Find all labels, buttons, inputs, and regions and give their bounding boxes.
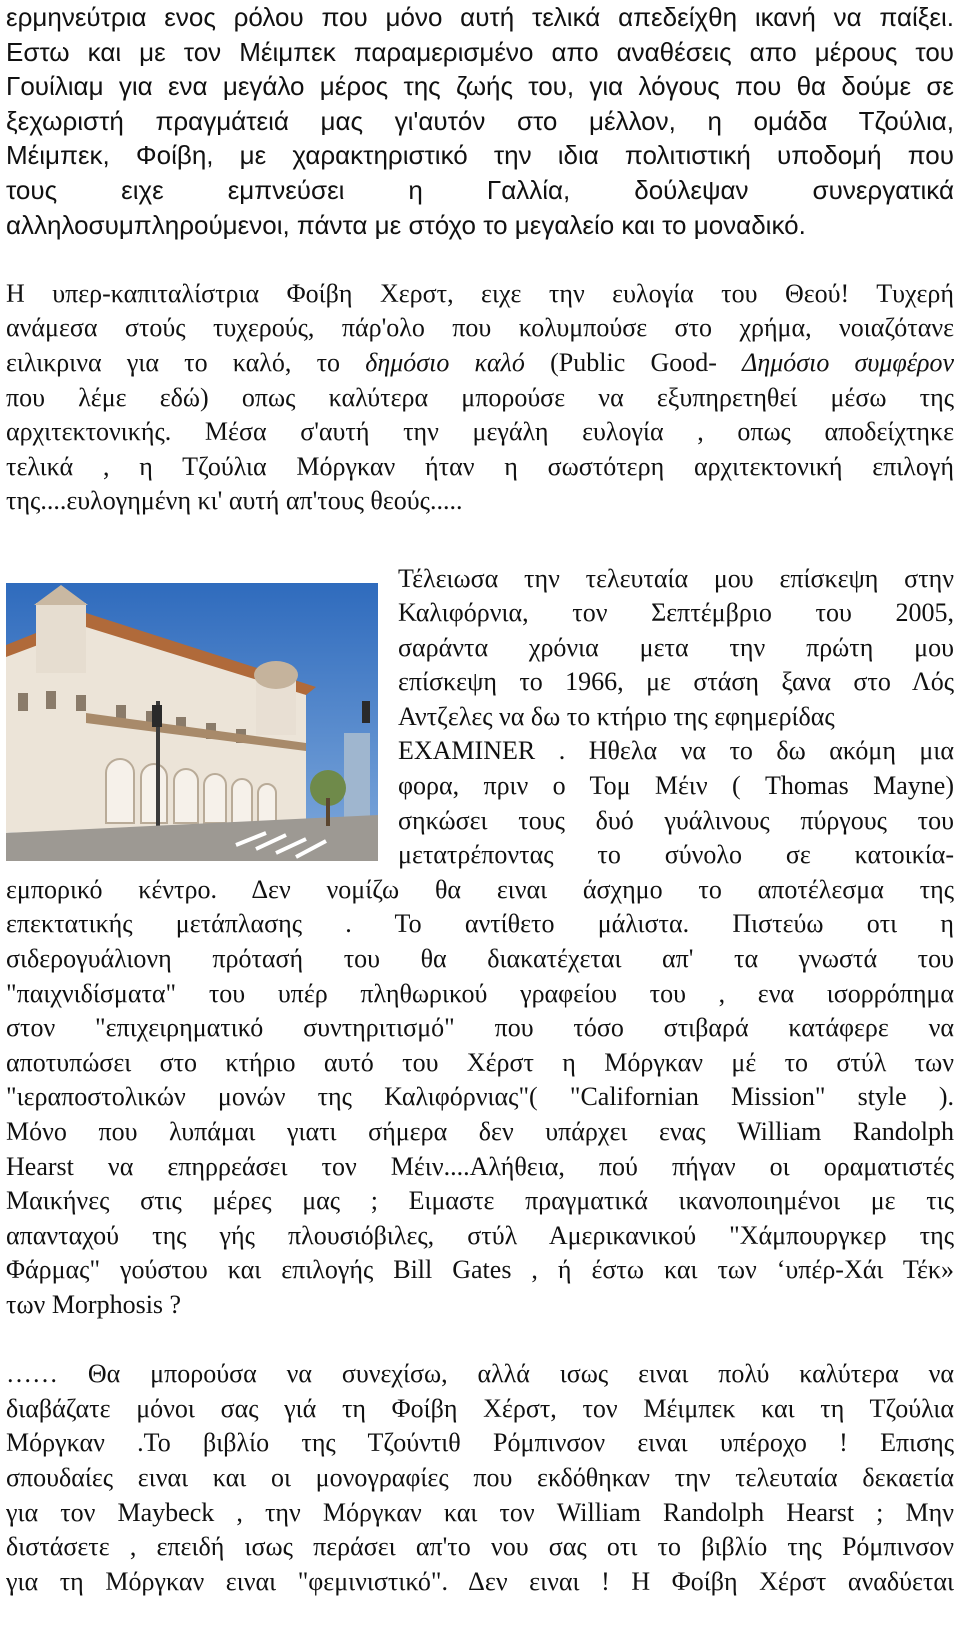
text-line: Αντζελες να δω το κτήριο της εφημερίδας — [398, 701, 835, 731]
text-line: σηκώσει τους δυό γυάλινους πύργους του — [398, 805, 954, 835]
text-line: Καλιφόρνια, τον Σεπτέμβριο του 2005, — [398, 598, 954, 628]
document-page — [6, 0, 954, 1599]
text-line: Μόνο που λυπάμαι γιατι σήμερα δεν υπάρχει ενας William Randolph — [6, 1117, 954, 1146]
text-line: Γουίλιαμ για ενα μεγάλο μέρος της ζωής του, για λόγους που θα δούμε σε — [6, 71, 954, 102]
text-line: Η υπερ-καπιταλίστρια Φοίβη Χερστ, ειχε την ευλογία του Θεού! Τυχερή — [6, 278, 954, 308]
text-line: Τέλειωσα την τελευταία μου επίσκεψη στην — [398, 563, 954, 593]
text-line: της....ευλογημένη κι' αυτή απ'τους θεούς..... — [6, 486, 463, 516]
distant-tower — [344, 733, 370, 828]
text-line: Hearst να επηρρεάσει τον Μέιν....Αλήθεια, πού πήγαν οι οραματιστές — [6, 1151, 954, 1181]
italic-term: Δημόσιο συμφέρον — [742, 347, 954, 377]
text-line: επίσκεψη το 1966, με στάση ξανα στο Λός — [398, 667, 954, 697]
text-line: σπουδαίες ειναι και οι μονογραφίες που εκδόθηκαν την τελευταία δεκαετία — [6, 1462, 954, 1492]
text-line: για τον Maybeck , την Μόργκαν και τον William Randolph Hearst ; Μην — [6, 1497, 954, 1527]
text-line: …… Θα μπορούσα να συνεχίσω, αλλά ισως ειναι πολύ καλύτερα να — [6, 1359, 954, 1389]
text-line: "παιχνιδίσματα" του υπέρ πληθωρικού γραφείου του , ενα ισορρόπημα — [6, 978, 954, 1008]
traffic-signal-right — [362, 701, 370, 723]
paragraph-4 — [6, 1357, 954, 1599]
text-line: στον "επιχειρηματικό συντηριτισμό" που τόσο στιβαρά κατάφερε να — [6, 1013, 954, 1043]
text-line: τους ειχε εμπνεύσει η Γαλλία, δούλεψαν συνεργατικά — [6, 174, 954, 205]
text-line: διστάσετε , επειδή ισως περάσει απ'το νου σας οτι το βιβλίο της Ρόμπινσον — [6, 1532, 954, 1562]
text-line — [6, 346, 954, 381]
text-line: ξεχωριστή πραγμάτειά μας γι'αυτόν στο μέλλον, η ομάδα Τζούλια, — [6, 105, 954, 136]
text-line: που λέμε εδώ) οπως καλύτερα μπορούσε να εξυπηρετηθεί μέσω της — [6, 382, 954, 412]
text-line: Μόργκαν .Το βιβλίο της Τζούντιθ Ρόμπινσον ειναι υπέροχο ! Επισης — [6, 1428, 954, 1458]
paragraph-gap — [6, 519, 954, 554]
text-line: για τη Μόργκαν ειναι "φεμινιστικό". Δεν ειναι ! Η Φοίβη Χέρστ αναδύεται — [6, 1566, 954, 1596]
text-line: σαράντα χρόνια μετα την πρώτη μου — [398, 632, 954, 662]
paragraph-2 — [6, 277, 954, 519]
traffic-signal — [152, 705, 162, 727]
text-line: μετατρέποντας το σύνολο σε κατοικία- — [398, 840, 954, 870]
text-line: διαβάζατε μόνοι σας γιά τη Φοίβη Χέρστ, τον Μέιμπεκ και τη Τζούλια — [6, 1393, 954, 1423]
text-line: τελικά , η Τζούλια Μόργκαν ήταν η σωστότερη αρχιτεκτονική επιλογή — [6, 451, 954, 481]
text-line: ανάμεσα στούς τυχερούς, πάρ'ολο που κολυμπούσε στο χρήμα, νοιαζότανε — [6, 313, 954, 343]
text-line: ερμηνεύτρια ενος ρόλου που μόνο αυτή τελικά απεδείχθη ικανή να παίξει. — [6, 2, 954, 32]
text-line: επεκτατικής μετάπλασης . Το αντίθετο μάλιστα. Πιστεύω οτι η — [6, 909, 954, 939]
text-line: αποτυπώσει στο κτήριο αυτό του Χέρστ η Μόργκαν μέ το στύλ των — [6, 1047, 954, 1077]
text-line: Φάρμας" γούστου και επιλογής Bill Gates , ή έστω και των ‘υπέρ-Χάι Τέκ» — [6, 1255, 954, 1285]
tree-trunk — [326, 798, 330, 826]
text-line: EXAMINER . Ηθελα να το δω ακόμη μια — [398, 736, 954, 766]
paragraph-1 — [6, 0, 954, 242]
text-line: Μέιμπεκ, Φοίβη, με χαρακτηριστικό την ιδια πολιτιστική υποδομή που — [6, 140, 954, 171]
italic-term: δημόσιο καλό — [365, 347, 525, 377]
text-line: αρχιτεκτονικής. Μέσα σ'αυτή την μεγάλη ευλογία , οπως αποδείχτηκε — [6, 417, 954, 447]
central-dome — [254, 661, 298, 689]
text-line: εμπορικό κέντρο. Δεν νομίζω θα ειναι άσχημο το αποτέλεσμα της — [6, 874, 954, 904]
corner-tower — [36, 603, 86, 673]
paragraph-gap — [6, 1323, 954, 1358]
text-line: "ιεραποστολικών μονών της Καλιφόρνιας"( "Californian Mission" style ). — [6, 1082, 954, 1112]
text-line: απανταχού της γής πλουσιόβιλες, στύλ Αμερικανικού "Χάμπουργκερ της — [6, 1220, 954, 1250]
text-line: αλληλοσυμπληρούμενοι, πάντα με στόχο το μεγαλείο και το μοναδικό. — [6, 209, 806, 240]
paragraph-gap — [6, 242, 954, 277]
examiner-building-photo — [6, 583, 378, 861]
building-illustration — [6, 583, 378, 861]
text-line: των Morphosis ? — [6, 1289, 182, 1319]
text-line: Μαικήνες στις μέρες μας ; Ειμαστε πραγματικά ικανοποιημένοι με τις — [6, 1186, 954, 1216]
text-run: ειλικρινα για το καλό, το — [6, 347, 366, 377]
text-line: φορα, πριν ο Τομ Μέιν ( Thomas Mayne) — [398, 771, 954, 801]
text-line: Εστω και με τον Μέιμπεκ παραμερισμένο απο αναθέσεις απο μέρους του — [6, 36, 954, 67]
text-line: σιδερογυάλιονη πρότασή του θα διακατέχεται απ' τα γνωστά του — [6, 944, 954, 974]
text-run: (Public Good- — [524, 347, 743, 377]
